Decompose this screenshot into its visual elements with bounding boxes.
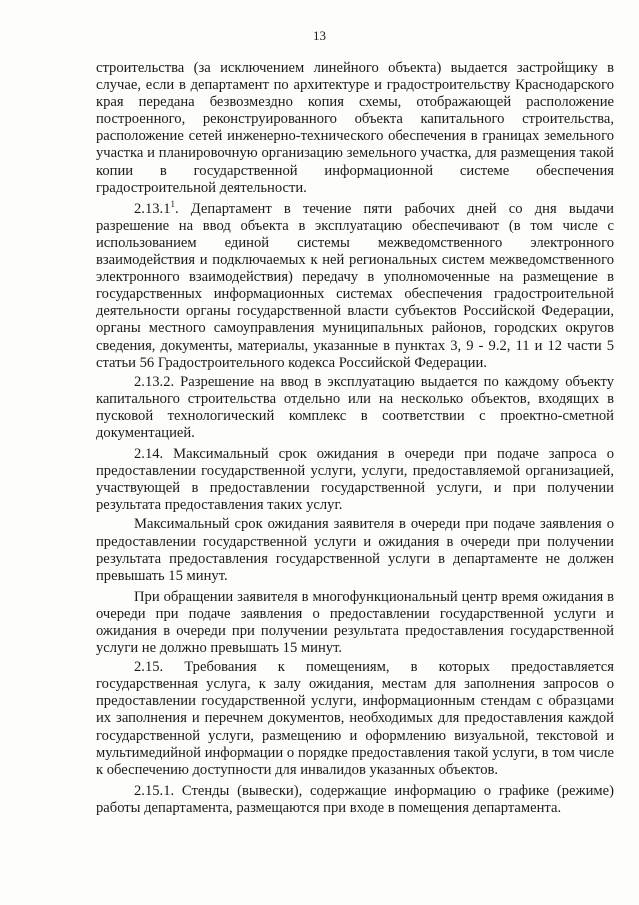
document-body: [96, 60, 614, 817]
paragraph-max-wait-time: Максимальный срок ожидания заявителя в очереди при подаче заявления о предоставлении государственной услуги и ожидания в очереди при получении результата предоставления государственной услуги в департаменте не должен превышать 15 минут.: [96, 516, 614, 584]
paragraph-2-13-2: 2.13.2. Разрешение на ввод в эксплуатацию выдается по каждому объекту капитального строительства отдельно или на несколько объектов, входящих в пусковой технологический комплекс в соответствии с проектно-сметной документацией.: [96, 373, 614, 441]
clause-text: . Департамент в течение пяти рабочих дней со дня выдачи разрешение на ввод объекта в эксплуатацию обеспечивают (в том числе с использованием единой системы межведомственного электронного взаимодействия и подключаемых к ней региональных систем межведомственного электронного взаимодействия) передачу в уполномоченные на размещение в государственных информационных системах обеспечения градостроительной деятельности органы государственной власти субъектов Российской Федерации, органы местного самоуправления муниципальных районов, городских округов сведения, документы, материалы, указанные в пунктах 3, 9 - 9.2, 11 и 12 части 5 статьи 56 Градостроительного кодекса Российской Федерации.: [96, 200, 614, 371]
paragraph-2-15-1: 2.15.1. Стенды (вывески), содержащие информацию о графике (режиме) работы департамента, размещаются при входе в помещения департамента.: [96, 782, 614, 816]
paragraph-2-13-1-1: [96, 198, 614, 372]
clause-number: 2.13.1: [134, 200, 171, 217]
paragraph-construction-scheme: строительства (за исключением линейного объекта) выдается застройщику в случае, если в департамент по архитектуре и градостроительству Краснодарского края передана безвозмездно копия схемы, отображающей расположение построенного, реконструированного объекта капитального строительства, расположение сетей инженерно-технического обеспечения в границах земельного участка и планировочную организацию земельного участка, для размещения такой копии в государственной информационной системе обеспечения градостроительной деятельности.: [96, 60, 614, 196]
paragraph-2-14: 2.14. Максимальный срок ожидания в очереди при подаче запроса о предоставлении государственной услуги, услуги, предоставляемой организацией, участвующей в предоставлении государственной услуги, и при получении результата предоставления таких услуг.: [96, 446, 614, 514]
paragraph-2-15: 2.15. Требования к помещениям, в которых предоставляется государственная услуга, к залу ожидания, местам для заполнения запросов о предоставлении государственной услуги, информационным стендам с образцами их заполнения и перечнем документов, необходимых для предоставления каждой государственной услуги, размещению и оформлению визуальной, текстовой и мультимедийной информации о порядке предоставления такой услуги, в том числе к обеспечению доступности для инвалидов указанных объектов.: [96, 659, 614, 778]
page-number: 13: [313, 28, 326, 43]
paragraph-mfc-wait-time: При обращении заявителя в многофункциональный центр время ожидания в очереди при подаче заявления о предоставлении государственной услуги и ожидания в очереди при получении результата предоставления государственной услуги не должно превышать 15 минут.: [96, 588, 614, 657]
clause-superscript: 1: [170, 198, 175, 209]
